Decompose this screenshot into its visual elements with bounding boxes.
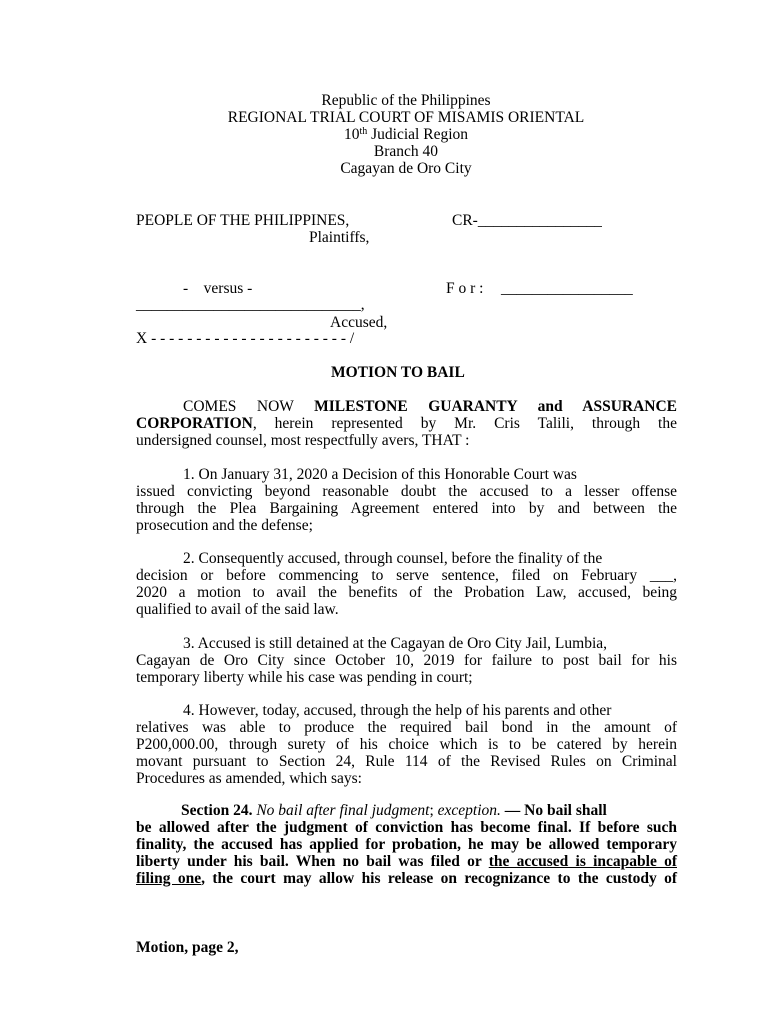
quote-line-1 xyxy=(181,802,677,819)
quote-line-5-text: , the court may allow his release on recognizance to the custody of xyxy=(201,870,678,887)
intro-line-1 xyxy=(183,398,677,415)
intro-comes-now: COMES NOW xyxy=(183,398,315,415)
motion-title: MOTION TO BAIL xyxy=(331,364,465,381)
quote-filing-one-underlined: filing one xyxy=(136,870,202,887)
p4-line-3: P200,000.00, through surety of his choice which is to be catered by herein xyxy=(136,736,677,753)
accused-role: Accused, xyxy=(330,314,388,331)
case-number: CR-________________ xyxy=(452,212,602,229)
quote-line-2: be allowed after the judgment of conviction has become final. If before such xyxy=(136,819,677,836)
p3-line-2: Cagayan de Oro City since October 10, 2019 for failure to post bail for his xyxy=(136,652,677,669)
region-suffix: th xyxy=(359,126,368,137)
header-branch: Branch 40 xyxy=(373,143,439,160)
quote-line-4-text: liberty under his bail. When no bail was filed or xyxy=(136,853,489,870)
intro-line-3: undersigned counsel, most respectfully avers, THAT : xyxy=(136,432,470,449)
plaintiff-name: PEOPLE OF THE PHILIPPINES, xyxy=(136,212,350,229)
p2-line-4: qualified to avail of the said law. xyxy=(136,601,339,618)
caption-separator: X - - - - - - - - - - - - - - - - - - - - - - / xyxy=(136,330,355,347)
quote-line-3: finality, the accused has applied for probation, he may be allowed temporary xyxy=(136,836,677,853)
intro-company-name: MILESTONE GUARANTY and ASSURANCE xyxy=(314,398,678,415)
p1-line-2: issued convicting beyond reasonable doubt the accused to a lesser offense xyxy=(136,483,677,500)
header-court: REGIONAL TRIAL COURT OF MISAMIS ORIENTAL xyxy=(227,109,585,126)
header-region xyxy=(0,126,768,143)
p3-line-3: temporary liberty while his case was pending in court; xyxy=(136,669,473,686)
quote-exception: exception. xyxy=(433,802,501,819)
p2-line-1: 2. Consequently accused, through counsel, before the finality of the xyxy=(183,550,603,567)
page-footer: Motion, page 2, xyxy=(136,939,239,956)
p4-line-5: Procedures as amended, which says: xyxy=(136,770,362,787)
plaintiff-role: Plaintiffs, xyxy=(309,229,370,246)
quote-line-4 xyxy=(136,853,677,870)
quote-no-bail: — No bail shall xyxy=(500,802,607,819)
quote-line-5 xyxy=(136,870,677,887)
p4-line-2: relatives was able to produce the required bail bond in the amount of xyxy=(136,719,677,736)
for-label: F o r : xyxy=(446,280,484,297)
header-republic: Republic of the Philippines xyxy=(321,92,491,109)
p1-line-1: 1. On January 31, 2020 a Decision of this Honorable Court was xyxy=(183,466,577,483)
p3-line-1: 3. Accused is still detained at the Cagayan de Oro City Jail, Lumbia, xyxy=(183,635,608,652)
p4-line-1: 4. However, today, accused, through the help of his parents and other xyxy=(183,702,612,719)
intro-represented: , herein represented by Mr. Cris Talili, through the xyxy=(252,415,677,432)
region-text: Judicial Region xyxy=(367,126,469,143)
quote-heading: No bail after final judgment xyxy=(252,802,430,819)
quote-semicolon: ; xyxy=(429,802,434,819)
intro-corporation: CORPORATION xyxy=(136,415,253,432)
quote-section-number: Section 24. xyxy=(181,802,253,819)
p1-line-4: prosecution and the defense; xyxy=(136,517,313,534)
p2-line-2: decision or before commencing to serve sentence, filed on February ___, xyxy=(136,567,677,584)
quote-incapable-underlined: the accused is incapable of xyxy=(488,853,677,870)
region-number: 10 xyxy=(343,126,360,143)
for-blank: _________________ xyxy=(501,280,633,297)
accused-blank: _____________________________, xyxy=(136,296,365,313)
intro-line-2 xyxy=(136,415,677,432)
p4-line-4: movant pursuant to Section 24, Rule 114 of the Revised Rules on Criminal xyxy=(136,753,677,770)
header-city: Cagayan de Oro City xyxy=(340,160,472,177)
p1-line-3: through the Plea Bargaining Agreement entered into by and between the xyxy=(136,500,677,517)
p2-line-3: 2020 a motion to avail the benefits of the Probation Law, accused, being xyxy=(136,584,677,601)
versus-label: - versus - xyxy=(183,280,253,297)
